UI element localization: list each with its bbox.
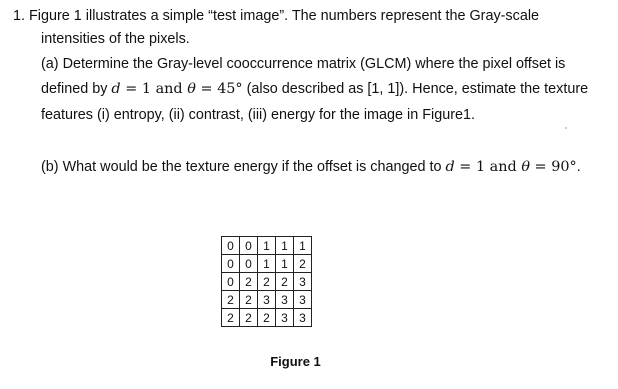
pixel-cell: 2 bbox=[222, 291, 240, 309]
part-a-theta-value: = 45° bbox=[195, 81, 243, 97]
part-b-theta-symbol: θ bbox=[521, 159, 530, 175]
part-b-d-symbol: d bbox=[445, 159, 455, 175]
pixel-cell: 2 bbox=[276, 273, 294, 291]
pixel-cell: 0 bbox=[240, 237, 258, 255]
part-b-period: . bbox=[576, 159, 581, 175]
question-intro: Figure 1 illustrates a simple “test image”. The numbers represent the Gray-scale bbox=[29, 8, 540, 24]
pixel-intensity-grid bbox=[221, 236, 312, 327]
part-b-text: (b) What would be the texture energy if the offset is changed to bbox=[41, 159, 442, 175]
pixel-cell: 2 bbox=[240, 273, 258, 291]
question-line-2: intensities of the pixels. bbox=[41, 31, 190, 47]
question-line-1 bbox=[13, 7, 539, 25]
grid-row bbox=[222, 237, 312, 255]
pixel-cell: 3 bbox=[276, 309, 294, 327]
part-a-line-2 bbox=[41, 80, 588, 98]
pixel-cell: 0 bbox=[222, 237, 240, 255]
pixel-cell: 1 bbox=[258, 255, 276, 273]
grid-row bbox=[222, 273, 312, 291]
grid-row bbox=[222, 309, 312, 327]
pixel-cell: 1 bbox=[294, 237, 312, 255]
pixel-cell: 0 bbox=[222, 273, 240, 291]
pixel-cell: 2 bbox=[240, 309, 258, 327]
pixel-cell: 3 bbox=[294, 309, 312, 327]
pixel-cell: 0 bbox=[222, 255, 240, 273]
pixel-cell: 1 bbox=[276, 237, 294, 255]
part-b-d-value: = 1 and bbox=[454, 159, 522, 175]
question-number: 1. bbox=[13, 8, 26, 24]
part-a-line-3: features (i) entropy, (ii) contrast, (iii) energy for the image in Figure1. bbox=[41, 107, 476, 123]
part-a-line-1: (a) Determine the Gray-level cooccurrence matrix (GLCM) where the pixel offset is bbox=[41, 56, 566, 72]
part-b-line bbox=[41, 158, 581, 176]
pixel-cell: 2 bbox=[222, 309, 240, 327]
part-a-d-symbol: d bbox=[111, 81, 121, 97]
pixel-cell: 1 bbox=[258, 237, 276, 255]
part-b-theta-value: = 90° bbox=[529, 159, 577, 175]
pixel-cell: 3 bbox=[258, 291, 276, 309]
pixel-cell: 3 bbox=[294, 291, 312, 309]
part-a-offset-note: (also described as [1, 1]). Hence, estimate the texture bbox=[242, 81, 589, 97]
pixel-cell: 3 bbox=[276, 291, 294, 309]
pixel-cell: 3 bbox=[294, 273, 312, 291]
part-a-theta-symbol: θ bbox=[187, 81, 196, 97]
pixel-cell: 2 bbox=[258, 309, 276, 327]
pixel-cell: 2 bbox=[294, 255, 312, 273]
figure-caption: Figure 1 bbox=[270, 354, 321, 369]
part-a-defined-by: defined by bbox=[41, 81, 108, 97]
pixel-cell: 2 bbox=[258, 273, 276, 291]
pixel-cell: 0 bbox=[240, 255, 258, 273]
grid-row bbox=[222, 291, 312, 309]
grid-row bbox=[222, 255, 312, 273]
part-a-d-value: = 1 and bbox=[120, 81, 188, 97]
stray-dot bbox=[565, 127, 567, 129]
pixel-cell: 1 bbox=[276, 255, 294, 273]
pixel-cell: 2 bbox=[240, 291, 258, 309]
